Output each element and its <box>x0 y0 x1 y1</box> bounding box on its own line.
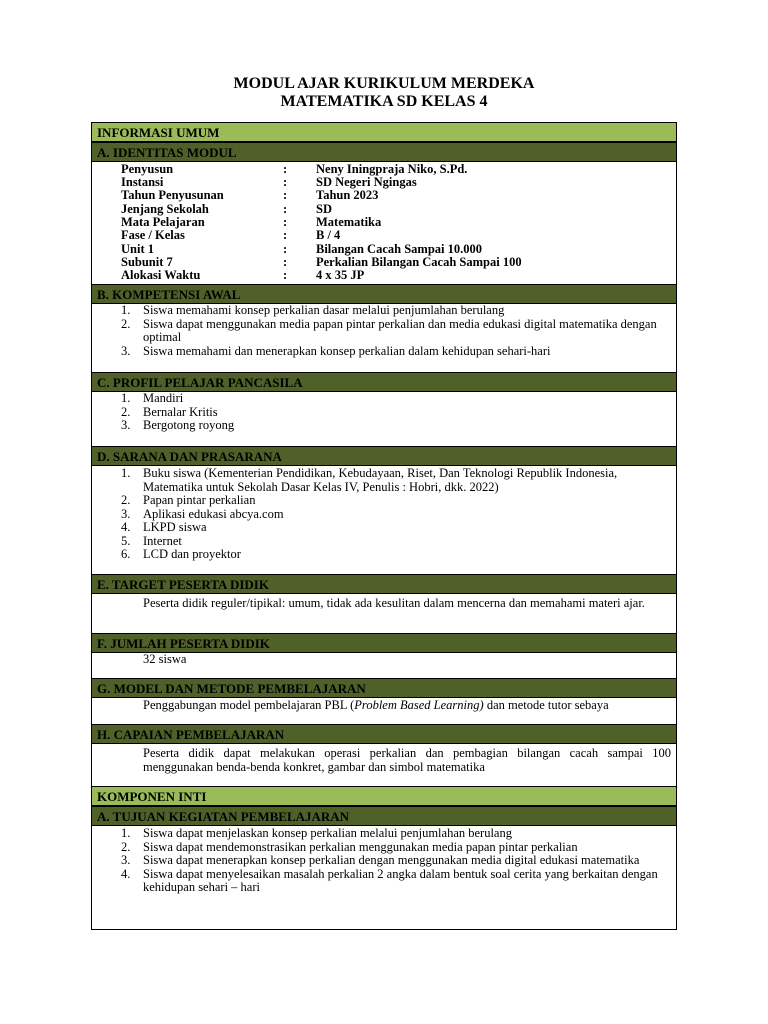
list-item: 6. LCD dan proyektor <box>121 547 241 561</box>
list-item: 2. Bernalar Kritis <box>121 404 218 419</box>
list-item: 3. Siswa dapat menerapkan konsep perkalian dengan menggunakan media digital edukasi matematika <box>121 853 640 867</box>
list-item: 1. Mandiri <box>121 391 184 405</box>
list-item: 3. Bergotong royong <box>121 418 235 432</box>
list-item: 3. Aplikasi edukasi abcya.com <box>121 506 284 521</box>
profil-list <box>121 392 669 433</box>
section-kompetensi-awal: B. KOMPETENSI AWAL <box>91 284 677 304</box>
section-capaian: H. CAPAIAN PEMBELAJARAN <box>91 724 677 744</box>
section-target-peserta: E. TARGET PESERTA DIDIK <box>91 574 677 594</box>
section-profil-pelajar: C. PROFIL PELAJAR PANCASILA <box>91 372 677 392</box>
list-item: 4. LKPD siswa <box>121 520 207 534</box>
section-sarana-prasarana: D. SARANA DAN PRASARANA <box>91 446 677 466</box>
list-item: 1. Siswa memahami konsep perkalian dasar melalui penjumlahan berulang <box>121 303 505 317</box>
section-identitas-modul: A. IDENTITAS MODUL <box>91 142 677 162</box>
section-model-metode: G. MODEL DAN METODE PEMBELAJARAN <box>91 678 677 698</box>
section-informasi-umum: INFORMASI UMUM <box>91 122 677 142</box>
jumlah-text: 32 siswa <box>143 652 187 666</box>
list-item: 3. Siswa memahami dan menerapkan konsep perkalian dalam kehidupan sehari-hari <box>121 343 551 358</box>
capaian-text: Peserta didik dapat melakukan operasi perkalian dan pembagian bilangan cacah sampai 100 menggunakan benda-benda konkret, gambar dan simbol matematika <box>143 746 671 774</box>
list-item: 1. Buku siswa (Kementerian Pendidikan, Kebudayaan, Riset, Dan Teknologi Republik Indonesia, Matematika untuk Sekolah Dasar Kelas IV, Penulis : Hobri, dkk. 2022) <box>121 466 618 494</box>
section-jumlah-peserta: F. JUMLAH PESERTA DIDIK <box>91 633 677 653</box>
section-tujuan-kegiatan: A. TUJUAN KEGIATAN PEMBELAJARAN <box>91 806 677 826</box>
model-text: Penggabungan model pembelajaran PBL (Problem Based Learning) dan metode tutor sebaya <box>143 698 609 712</box>
list-item: 2. Siswa dapat menggunakan media papan pintar perkalian dan media edukasi digital matematika dengan optimal <box>121 316 657 344</box>
section-komponen-inti: KOMPONEN INTI <box>91 786 677 806</box>
kompetensi-list <box>121 304 669 358</box>
list-item: 1. Siswa dapat menjelaskan konsep perkalian melalui penjumlahan berulang <box>121 826 512 840</box>
doc-title-line1: MODUL AJAR KURIKULUM MERDEKA <box>233 75 535 92</box>
doc-title-line2: MATEMATIKA SD KELAS 4 <box>280 93 488 110</box>
tujuan-list <box>121 827 669 895</box>
target-text: Peserta didik reguler/tipikal: umum, tidak ada kesulitan dalam mencerna dan memahami materi ajar. <box>143 596 645 610</box>
list-item: 2. Papan pintar perkalian <box>121 493 256 507</box>
list-item: 4. Siswa dapat menyelesaikan masalah perkalian 2 angka dalam bentuk soal cerita yang berkaitan dengan kehidupan sehari – hari <box>121 866 658 894</box>
list-item: 2. Siswa dapat mendemonstrasikan perkalian menggunakan media papan pintar perkalian <box>121 839 578 854</box>
list-item: 5. Internet <box>121 533 182 548</box>
sarana-list <box>121 467 669 562</box>
